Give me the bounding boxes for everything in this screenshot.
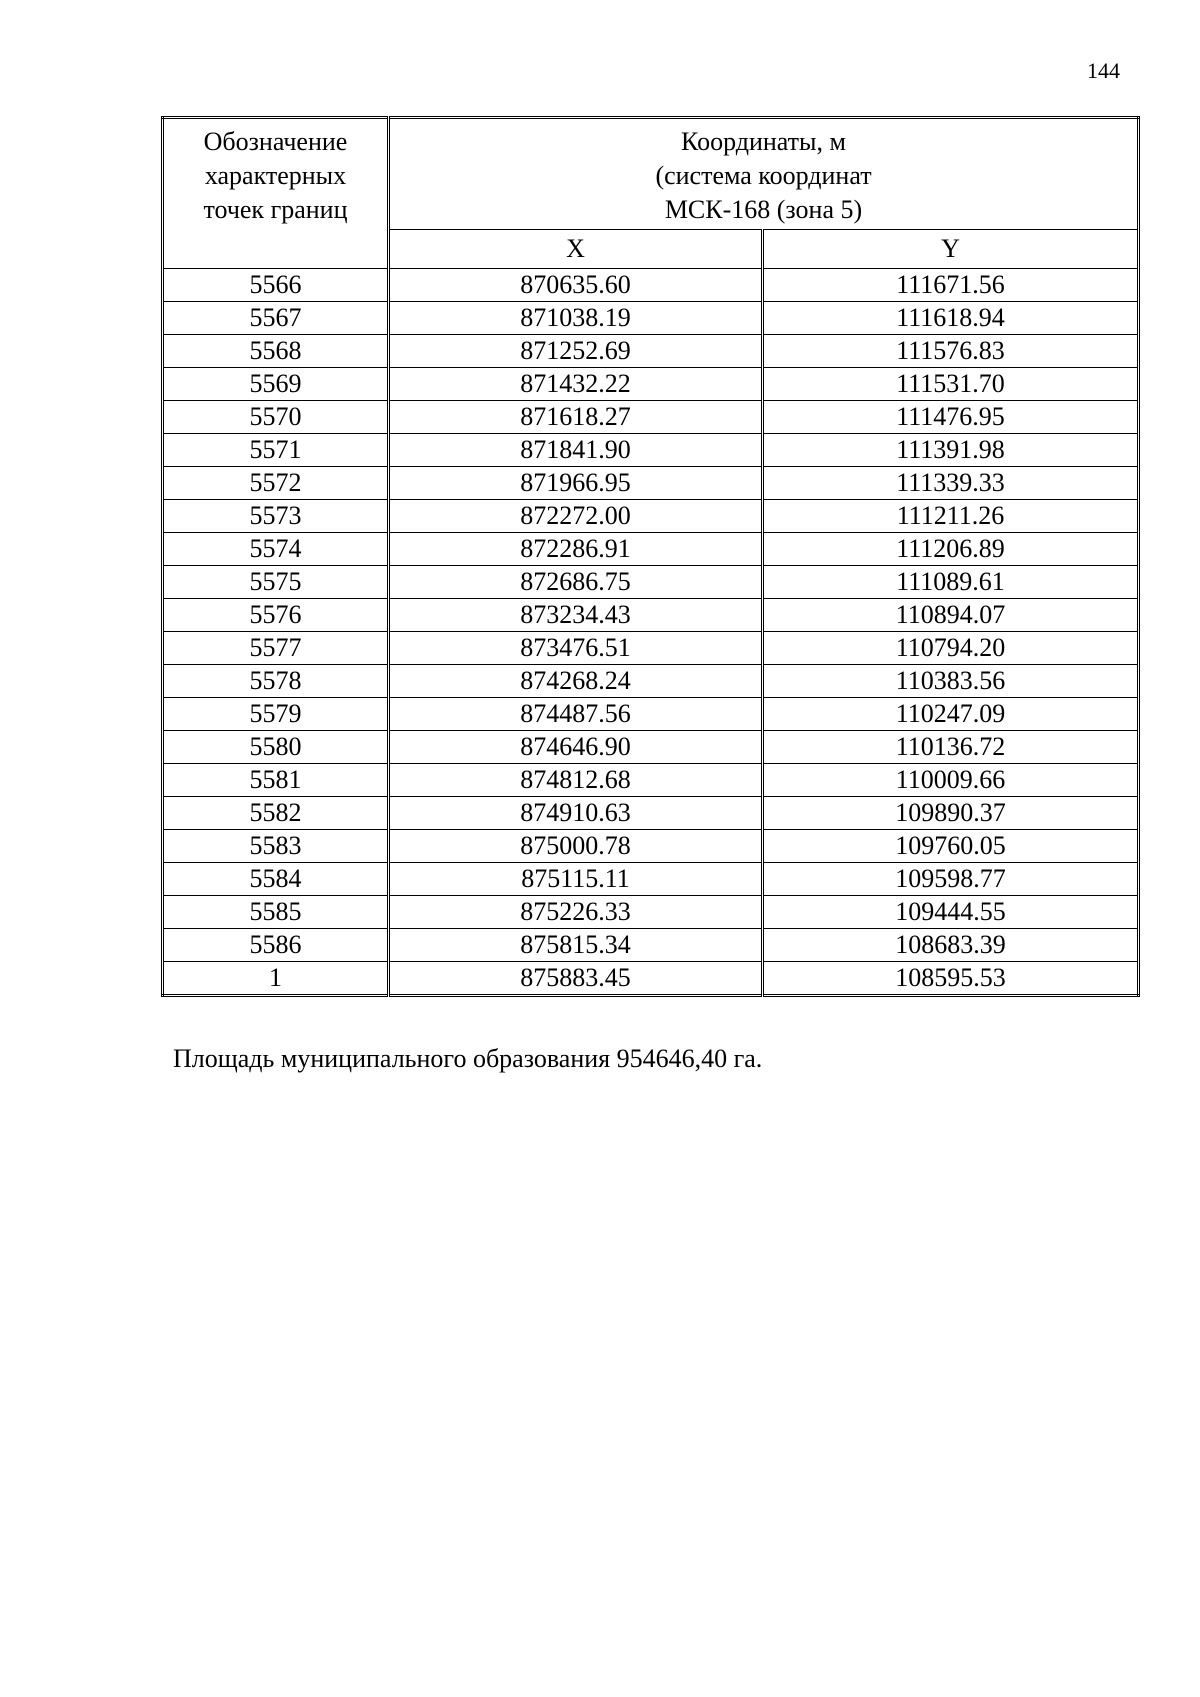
cell-y: 110894.07 [763,599,1139,632]
cell-x: 874812.68 [389,764,763,797]
header-coordinates-line: МСК-168 (зона 5) [664,195,863,224]
page-number: 144 [1087,58,1120,83]
table-row [163,863,1139,896]
cell-x: 871618.27 [389,401,763,434]
cell-y: 109598.77 [763,863,1139,896]
table-row [163,467,1139,500]
cell-y: 110247.09 [763,698,1139,731]
cell-point: 5571 [163,434,389,467]
cell-y: 111618.94 [763,302,1139,335]
cell-y: 110383.56 [763,665,1139,698]
table-row [163,830,1139,863]
table-row [163,599,1139,632]
table-row [163,434,1139,467]
table-row [163,533,1139,566]
cell-x: 874646.90 [389,731,763,764]
cell-point: 5573 [163,500,389,533]
table-row [163,566,1139,599]
cell-point: 5583 [163,830,389,863]
cell-y: 110794.20 [763,632,1139,665]
table-row [163,368,1139,401]
cell-x: 875226.33 [389,896,763,929]
cell-y: 110009.66 [763,764,1139,797]
cell-point: 5569 [163,368,389,401]
cell-point: 5574 [163,533,389,566]
cell-point: 5584 [163,863,389,896]
cell-point: 5572 [163,467,389,500]
coordinates-table [161,116,1140,997]
table-row [163,269,1139,302]
header-points-line: точек границ [203,195,348,224]
cell-point: 5578 [163,665,389,698]
cell-x: 875000.78 [389,830,763,863]
cell-y: 111339.33 [763,467,1139,500]
table-row [163,401,1139,434]
cell-y: 111089.61 [763,566,1139,599]
cell-y: 109444.55 [763,896,1139,929]
header-points-line: Обозначение [203,127,348,156]
table-header [163,118,1139,269]
header-coordinates-line: Координаты, м [681,127,846,156]
table-row [163,962,1139,996]
cell-x: 873476.51 [389,632,763,665]
cell-point: 5579 [163,698,389,731]
cell-y: 109890.37 [763,797,1139,830]
table-row [163,698,1139,731]
cell-x: 871966.95 [389,467,763,500]
cell-x: 874910.63 [389,797,763,830]
cell-y: 108683.39 [763,929,1139,962]
cell-y: 111206.89 [763,533,1139,566]
table-row [163,302,1139,335]
cell-x: 874487.56 [389,698,763,731]
area-note: Площадь муниципального образования 954646,40 га. [173,1044,763,1073]
table-row [163,335,1139,368]
cell-point: 5576 [163,599,389,632]
header-coordinates-line: (система координат [655,161,872,190]
cell-x: 871432.22 [389,368,763,401]
table-row [163,764,1139,797]
table-row [163,632,1139,665]
cell-y: 110136.72 [763,731,1139,764]
table-row [163,500,1139,533]
cell-x: 875883.45 [389,962,763,996]
cell-y: 111391.98 [763,434,1139,467]
cell-y: 111576.83 [763,335,1139,368]
cell-x: 874268.24 [389,665,763,698]
cell-y: 111671.56 [763,269,1139,302]
cell-x: 871252.69 [389,335,763,368]
header-points [163,118,389,269]
cell-point: 5581 [163,764,389,797]
cell-point: 5582 [163,797,389,830]
cell-point: 5566 [163,269,389,302]
header-coordinates [389,118,1139,230]
cell-x: 872286.91 [389,533,763,566]
cell-point: 5585 [163,896,389,929]
header-points-line: характерных [204,161,347,190]
cell-point: 5575 [163,566,389,599]
cell-y: 111476.95 [763,401,1139,434]
header-y: Y [763,230,1139,269]
cell-point: 5570 [163,401,389,434]
cell-x: 871038.19 [389,302,763,335]
cell-x: 875115.11 [389,863,763,896]
cell-y: 111531.70 [763,368,1139,401]
cell-y: 109760.05 [763,830,1139,863]
cell-x: 872686.75 [389,566,763,599]
table-row [163,929,1139,962]
cell-point: 5568 [163,335,389,368]
cell-y: 108595.53 [763,962,1139,996]
table-row [163,731,1139,764]
header-x: X [389,230,763,269]
cell-x: 871841.90 [389,434,763,467]
cell-point: 5580 [163,731,389,764]
cell-y: 111211.26 [763,500,1139,533]
cell-point: 5586 [163,929,389,962]
cell-x: 873234.43 [389,599,763,632]
table-row [163,665,1139,698]
cell-x: 875815.34 [389,929,763,962]
cell-x: 870635.60 [389,269,763,302]
table-body [163,269,1139,996]
cell-x: 872272.00 [389,500,763,533]
cell-point: 5577 [163,632,389,665]
cell-point: 5567 [163,302,389,335]
cell-point: 1 [163,962,389,996]
table-row [163,896,1139,929]
table-row [163,797,1139,830]
